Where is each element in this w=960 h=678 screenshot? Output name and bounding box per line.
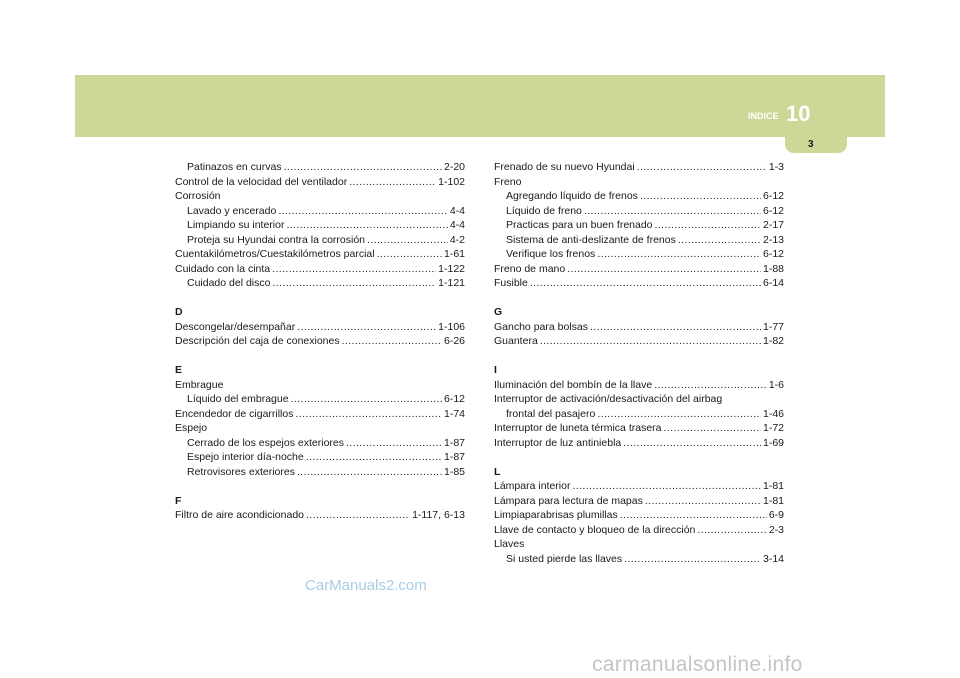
dot-leader [637, 160, 767, 175]
index-entry-page: 1-88 [762, 262, 784, 275]
index-entry-page: 6-12 [762, 190, 784, 202]
index-entry-text: Filtro de aire acondicionado [175, 509, 304, 521]
dot-leader [346, 436, 442, 451]
index-entry-page: 1-81 [762, 494, 784, 507]
index-entry-text: Proteja su Hyundai contra la corrosión [187, 233, 366, 246]
index-entry-page: 3-14 [762, 552, 784, 565]
index-entry [494, 276, 784, 291]
index-entry-page: 1-121 [438, 277, 465, 289]
index-entry [175, 450, 465, 465]
index-entry-page: 1-85 [443, 465, 465, 478]
dot-leader [342, 334, 442, 349]
index-entry [175, 276, 465, 291]
watermark-carmanuals2[interactable]: CarManuals2.com [305, 577, 427, 594]
index-entry-text: Freno de mano [494, 262, 566, 275]
index-entry-text: Cuidado del disco [187, 277, 271, 289]
index-entry [175, 392, 465, 407]
index-group-heading: Embrague [175, 378, 224, 391]
dot-leader [597, 247, 761, 262]
index-entry [494, 247, 784, 262]
dot-leader [597, 407, 761, 422]
index-entry-page: 1-69 [762, 436, 784, 449]
index-column-left [175, 160, 465, 523]
index-column-right [494, 160, 784, 566]
dot-leader [284, 160, 442, 175]
index-entry-text: Líquido del embrague [187, 393, 289, 405]
index-entry-page: 4-2 [449, 233, 465, 246]
index-entry-text: Interruptor de luneta térmica trasera [494, 422, 662, 434]
index-entry [494, 218, 784, 233]
index-entry-page: 4-4 [449, 219, 465, 231]
index-entry [494, 436, 784, 451]
index-entry [175, 175, 465, 190]
index-letter-heading: F [175, 494, 182, 507]
index-entry-page: 1-46 [762, 407, 784, 420]
dot-leader [655, 218, 761, 233]
section-name: INDICE [748, 111, 779, 121]
index-entry [175, 320, 465, 335]
index-entry-text: Practicas para un buen frenado [506, 219, 653, 231]
index-entry-text: Llave de contacto y bloqueo de la dirección [494, 523, 696, 536]
dot-leader [624, 552, 761, 567]
index-entry-text: Fusible [494, 277, 528, 289]
index-entry-text: Sistema de anti-deslizante de frenos [506, 233, 676, 246]
dot-leader [590, 320, 761, 335]
index-entry-text: Limpiando su interior [187, 219, 285, 231]
dot-leader [297, 320, 436, 335]
index-entry-page: 1-3 [768, 161, 784, 173]
dot-leader [645, 494, 761, 509]
index-entry-page: 2-17 [762, 219, 784, 231]
index-entry-page: 6-12 [762, 204, 784, 217]
index-entry [175, 262, 465, 277]
index-letter-heading: G [494, 306, 503, 318]
index-group-heading: Espejo [175, 422, 208, 434]
index-entry [494, 508, 784, 523]
dot-leader [584, 204, 761, 219]
dot-leader [297, 465, 442, 480]
index-entry-text: Patinazos en curvas [187, 161, 282, 173]
dot-leader [349, 175, 436, 190]
index-entry-text: Líquido de freno [506, 204, 582, 217]
index-entry-page: 1-61 [443, 248, 465, 260]
index-entry-text: Retrovisores exteriores [187, 465, 295, 478]
dot-leader [306, 508, 410, 523]
index-entry-text: Cuidado con la cinta [175, 262, 271, 275]
index-entry-page: 1-6 [768, 378, 784, 391]
index-entry-page: 2-20 [443, 161, 465, 173]
watermark-carmanualsonline[interactable]: carmanualsonline.info [592, 653, 803, 676]
index-entry-page: 6-14 [762, 277, 784, 289]
dot-leader [664, 421, 761, 436]
index-entry-page: 4-4 [449, 204, 465, 217]
index-entry [175, 407, 465, 422]
index-entry-text: Cuentakilómetros/Cuestakilómetros parcial [175, 248, 375, 260]
index-entry [494, 494, 784, 509]
index-letter-heading: D [175, 306, 183, 318]
index-entry [175, 508, 465, 523]
index-entry [494, 204, 784, 219]
page-number-tab [785, 135, 847, 153]
index-entry-page: 1-106 [438, 320, 465, 333]
page-number: 3 [808, 139, 814, 150]
index-entry-text: Interruptor de luz antiniebla [494, 436, 622, 449]
index-entry [494, 479, 784, 494]
index-entry-page: 2-3 [768, 523, 784, 536]
index-entry-text: Cerrado de los espejos exteriores [187, 436, 344, 449]
index-entry-page: 1-82 [762, 335, 784, 347]
dot-leader [272, 262, 436, 277]
dot-leader [286, 218, 447, 233]
index-entry [494, 262, 784, 277]
dot-leader [306, 450, 442, 465]
index-entry-text: Lámpara para lectura de mapas [494, 494, 643, 507]
index-entry [494, 160, 784, 175]
index-entry-page: 1-81 [762, 480, 784, 492]
index-entry [175, 247, 465, 262]
dot-leader [295, 407, 442, 422]
index-entry-page: 6-9 [768, 509, 784, 521]
index-group-heading: Interruptor de activación/desactivación del airbag [494, 393, 723, 405]
index-entry-page: 1-87 [443, 436, 465, 449]
index-entry-page: 1-102 [438, 175, 465, 188]
index-entry-page: 6-26 [443, 335, 465, 347]
index-entry-text: Espejo interior día-noche [187, 451, 304, 463]
index-entry-text: Guantera [494, 335, 538, 347]
index-entry [494, 189, 784, 204]
index-entry [494, 320, 784, 335]
index-entry [494, 233, 784, 248]
index-entry-text: Encendedor de cigarrillos [175, 407, 294, 420]
index-entry [494, 378, 784, 393]
dot-leader [572, 479, 761, 494]
dot-leader [540, 334, 761, 349]
index-entry-text: Agregando líquido de frenos [506, 190, 638, 202]
index-entry-page: 2-13 [762, 233, 784, 246]
index-entry [494, 523, 784, 538]
index-entry-text: Descripción del caja de conexiones [175, 335, 340, 347]
index-entry-page: 1-72 [762, 422, 784, 434]
index-entry-text: Control de la velocidad del ventilador [175, 175, 348, 188]
index-entry [175, 204, 465, 219]
index-entry [175, 334, 465, 349]
index-group-heading: Corrosión [175, 190, 221, 202]
dot-leader [530, 276, 761, 291]
dot-leader [367, 233, 448, 248]
index-entry-page: 1-77 [762, 320, 784, 333]
index-group-heading: Llaves [494, 538, 525, 550]
index-entry [494, 407, 784, 422]
dot-leader [567, 262, 761, 277]
index-entry-text: Limpiaparabrisas plumillas [494, 509, 618, 521]
dot-leader [620, 508, 767, 523]
index-entry-text: Iluminación del bombín de la llave [494, 378, 653, 391]
index-entry-page: 6-12 [443, 393, 465, 405]
dot-leader [640, 189, 761, 204]
index-entry [175, 465, 465, 480]
index-entry [494, 334, 784, 349]
index-letter-heading: E [175, 364, 183, 376]
index-entry [175, 233, 465, 248]
dot-leader [623, 436, 761, 451]
index-entry-text: Frenado de su nuevo Hyundai [494, 161, 635, 173]
index-entry-text: Gancho para bolsas [494, 320, 588, 333]
dot-leader [291, 392, 442, 407]
index-entry-page: 6-12 [762, 248, 784, 260]
dot-leader [278, 204, 447, 219]
header-band [75, 75, 885, 137]
index-entry-text: Verifique los frenos [506, 248, 596, 260]
dot-leader [272, 276, 436, 291]
index-letter-heading: L [494, 465, 501, 478]
index-entry-page: 1-122 [438, 262, 465, 275]
index-entry [175, 160, 465, 175]
index-entry-text: frontal del pasajero [506, 407, 596, 420]
index-entry-text: Lavado y encerado [187, 204, 277, 217]
index-entry [494, 421, 784, 436]
dot-leader [654, 378, 767, 393]
index-entry [175, 218, 465, 233]
dot-leader [377, 247, 442, 262]
section-number: 10 [786, 101, 811, 126]
index-entry [494, 552, 784, 567]
index-entry-text: Lámpara interior [494, 480, 571, 492]
dot-leader [697, 523, 766, 538]
index-entry-page: 1-74 [443, 407, 465, 420]
index-entry-page: 1-87 [443, 451, 465, 463]
dot-leader [678, 233, 761, 248]
index-entry-page: 1-117, 6-13 [412, 509, 465, 521]
index-entry-text: Si usted pierde las llaves [506, 552, 623, 565]
index-entry-text: Descongelar/desempañar [175, 320, 296, 333]
index-entry [175, 436, 465, 451]
index-group-heading: Freno [494, 175, 522, 188]
index-letter-heading: I [494, 364, 497, 376]
